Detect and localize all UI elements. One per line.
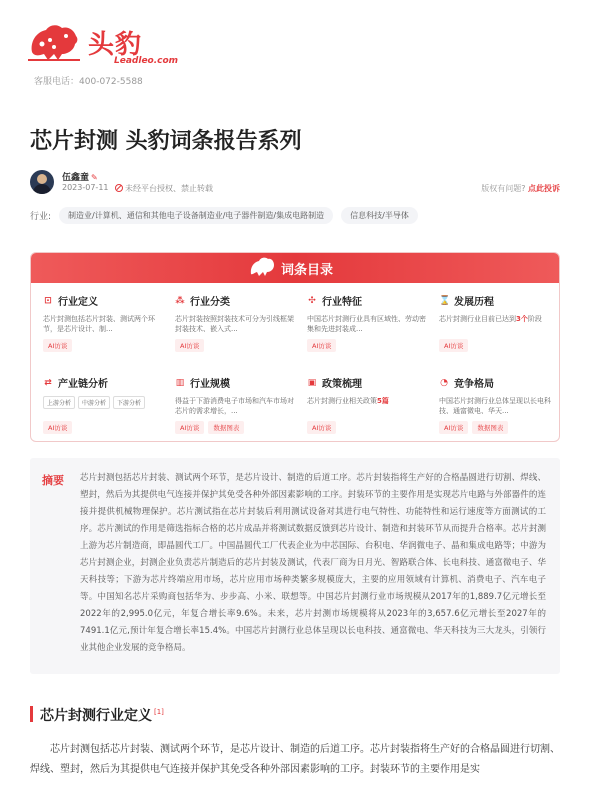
abstract-box: [30, 458, 560, 674]
ai-interview-button[interactable]: AI访谈: [43, 421, 72, 434]
competition-icon: ◔: [440, 377, 448, 388]
table-of-contents: [30, 252, 560, 442]
ai-interview-button[interactable]: AI访谈: [307, 339, 336, 352]
author-name-text: 伍鑫童: [62, 173, 90, 183]
brand-name: 头豹: [88, 30, 143, 60]
industry-row: [30, 206, 426, 224]
classification-icon: ⁂: [175, 295, 185, 306]
section-accent-bar: [30, 706, 33, 722]
data-chart-button[interactable]: 数据图表: [208, 421, 244, 434]
industry-tag[interactable]: 信息科技/半导体: [341, 207, 418, 224]
ai-interview-button[interactable]: AI访谈: [439, 421, 468, 434]
toc-item-desc: 芯片封测包括芯片封装、测试两个环节，是芯片设计、制...: [43, 315, 155, 333]
no-entry-icon: [115, 184, 123, 192]
ai-interview-button[interactable]: AI访谈: [307, 421, 336, 434]
feature-icon: ✣: [308, 295, 316, 306]
toc-item-industry-chain[interactable]: [43, 375, 163, 439]
upstream-pill[interactable]: 上游分析: [43, 396, 75, 409]
toc-item-history[interactable]: [439, 293, 559, 357]
data-chart-button[interactable]: 数据图表: [472, 421, 508, 434]
ai-interview-button[interactable]: AI访谈: [439, 339, 468, 352]
abstract-text: 芯片封测包括芯片封装、测试两个环节，是芯片设计、制造的后道工序。芯片封装指将生产好的合格晶圆进行切割、焊线、塑封，然后为其提供电气连接并保护其免受各种外部因素影响的工序。封装环节的主要作用是实现芯片电路与外部器件的连接并提供机械物理保护。芯片测试指在芯片封装后利用测试设备对其进行电气特性、功能特性和运行速度等方面测试的工序。芯片测试的作用是筛选指标合格的芯片成品并将测试数据反馈到芯片设计、制造和封装环节从而提升合格率。芯片封测上游为芯片制造商，即晶圆代工厂。中国晶圆代工厂代表企业为中芯国际、台积电、华润微电子、晶和集成电路等；中游为芯片封测企业，封测企业负责芯片制造后的芯片封装及测试，代表厂商为日月光、智路联合体、长电科技、通富微电子、华天科技等；下游为芯片终端应用市场，芯片应用市场种类繁多规模庞大，主要的应用领域有计算机、消费电子、汽车电子等。中国知名芯片采购商包括华为、步步高、小米、联想等。中国芯片封测行业市场规模从2017年的1,889.7亿元增长至2022年的2,995.0亿元，年复合增长率9.6%。未来，芯片封测市场规模将从2023年的3,657.6亿元增长至2027年的7491.1亿元,预计年复合增长率15.4%。中国芯片封测行业总体呈现以长电科技、通富微电、华天科技为三大龙头，引领行业其他企业发展的竞争格局。: [80, 473, 546, 653]
verified-icon: ✎: [91, 173, 98, 182]
toc-item-title: 行业定义: [58, 297, 98, 308]
reference-link[interactable]: [1]: [154, 708, 164, 717]
toc-item-title: 竞争格局: [454, 379, 494, 390]
toc-item-desc: 中国芯片封测行业总体呈现以长电科技、通富微电、华天...: [439, 397, 551, 415]
leopard-icon: [249, 256, 275, 280]
section-title: [40, 705, 164, 725]
policy-icon: ▣: [307, 377, 317, 388]
leopard-logo-icon: [28, 22, 80, 66]
page-title: 芯片封测 头豹词条报告系列: [30, 129, 302, 154]
downstream-pill[interactable]: 下游分析: [113, 396, 145, 409]
toc-header: [31, 253, 559, 283]
definition-icon: ⊡: [44, 295, 52, 306]
toc-item-title: 行业规模: [190, 379, 230, 390]
history-icon: ⌛: [439, 295, 451, 306]
ban-text: 未经平台授权、禁止转载: [125, 184, 213, 193]
section-title-text: 芯片封测行业定义: [40, 708, 152, 724]
chain-icon: ⇄: [44, 377, 52, 388]
toc-item-title: 政策梳理: [322, 379, 362, 390]
toc-item-title: 行业特征: [322, 297, 362, 308]
toc-title: 词条目录: [281, 263, 334, 278]
brand-logo[interactable]: [28, 22, 228, 72]
hotline: [34, 74, 143, 87]
toc-item-features[interactable]: [307, 293, 427, 357]
industry-tag[interactable]: 制造业/计算机、通信和其他电子设备制造业/电子器件制造/集成电路制造: [59, 207, 333, 224]
section-body: 芯片封测包括芯片封装、测试两个环节，是芯片设计、制造的后道工序。芯片封装指将生产好的合格晶圆进行切割、焊线、塑封，然后为其提供电气连接并保护其免受各种外部因素影响的工序。封装环节的主要作用是实: [30, 744, 560, 775]
toc-item-desc: 芯片封装按照封装技术可分为引线框架封装技术、嵌入式...: [175, 315, 294, 333]
toc-item-classification[interactable]: [175, 293, 295, 357]
toc-item-policy[interactable]: [307, 375, 427, 439]
avatar[interactable]: [30, 170, 54, 194]
publish-date: 2023-07-11: [62, 183, 109, 192]
midstream-pill[interactable]: 中游分析: [78, 396, 110, 409]
toc-item-title: 行业分类: [190, 297, 230, 308]
hotline-label: 客服电话：: [34, 77, 80, 87]
hotline-number: 400-072-5588: [79, 77, 143, 87]
toc-item-competition[interactable]: [439, 375, 559, 439]
ai-interview-button[interactable]: AI访谈: [175, 421, 204, 434]
copyright-q-text: 版权有问题?: [481, 184, 526, 193]
report-link[interactable]: 点此投诉: [528, 184, 560, 193]
brand-domain: Leadleo.com: [114, 56, 179, 66]
toc-item-desc: 芯片封测行业目前已达到3个阶段: [439, 315, 542, 323]
toc-item-desc: 芯片封测行业相关政策5篇: [307, 397, 389, 405]
toc-item-desc: 得益于下游消费电子市场和汽车市场对芯片的需求增长，...: [175, 397, 294, 415]
ai-interview-button[interactable]: AI访谈: [175, 339, 204, 352]
author-name[interactable]: [62, 170, 98, 183]
copyright-question: [481, 183, 560, 194]
toc-item-definition[interactable]: [43, 293, 163, 357]
toc-item-desc: 中国芯片封测行业具有区域性、劳动密集和先进封装成...: [307, 315, 426, 333]
copyright-notice: [115, 183, 213, 194]
toc-item-title: 发展历程: [454, 297, 494, 308]
scale-icon: ▥: [175, 377, 185, 388]
abstract-label: 摘要: [42, 474, 64, 487]
toc-item-scale[interactable]: [175, 375, 295, 439]
toc-item-title: 产业链分析: [58, 379, 108, 390]
industry-label: 行业:: [30, 211, 52, 222]
ai-interview-button[interactable]: AI访谈: [43, 339, 72, 352]
